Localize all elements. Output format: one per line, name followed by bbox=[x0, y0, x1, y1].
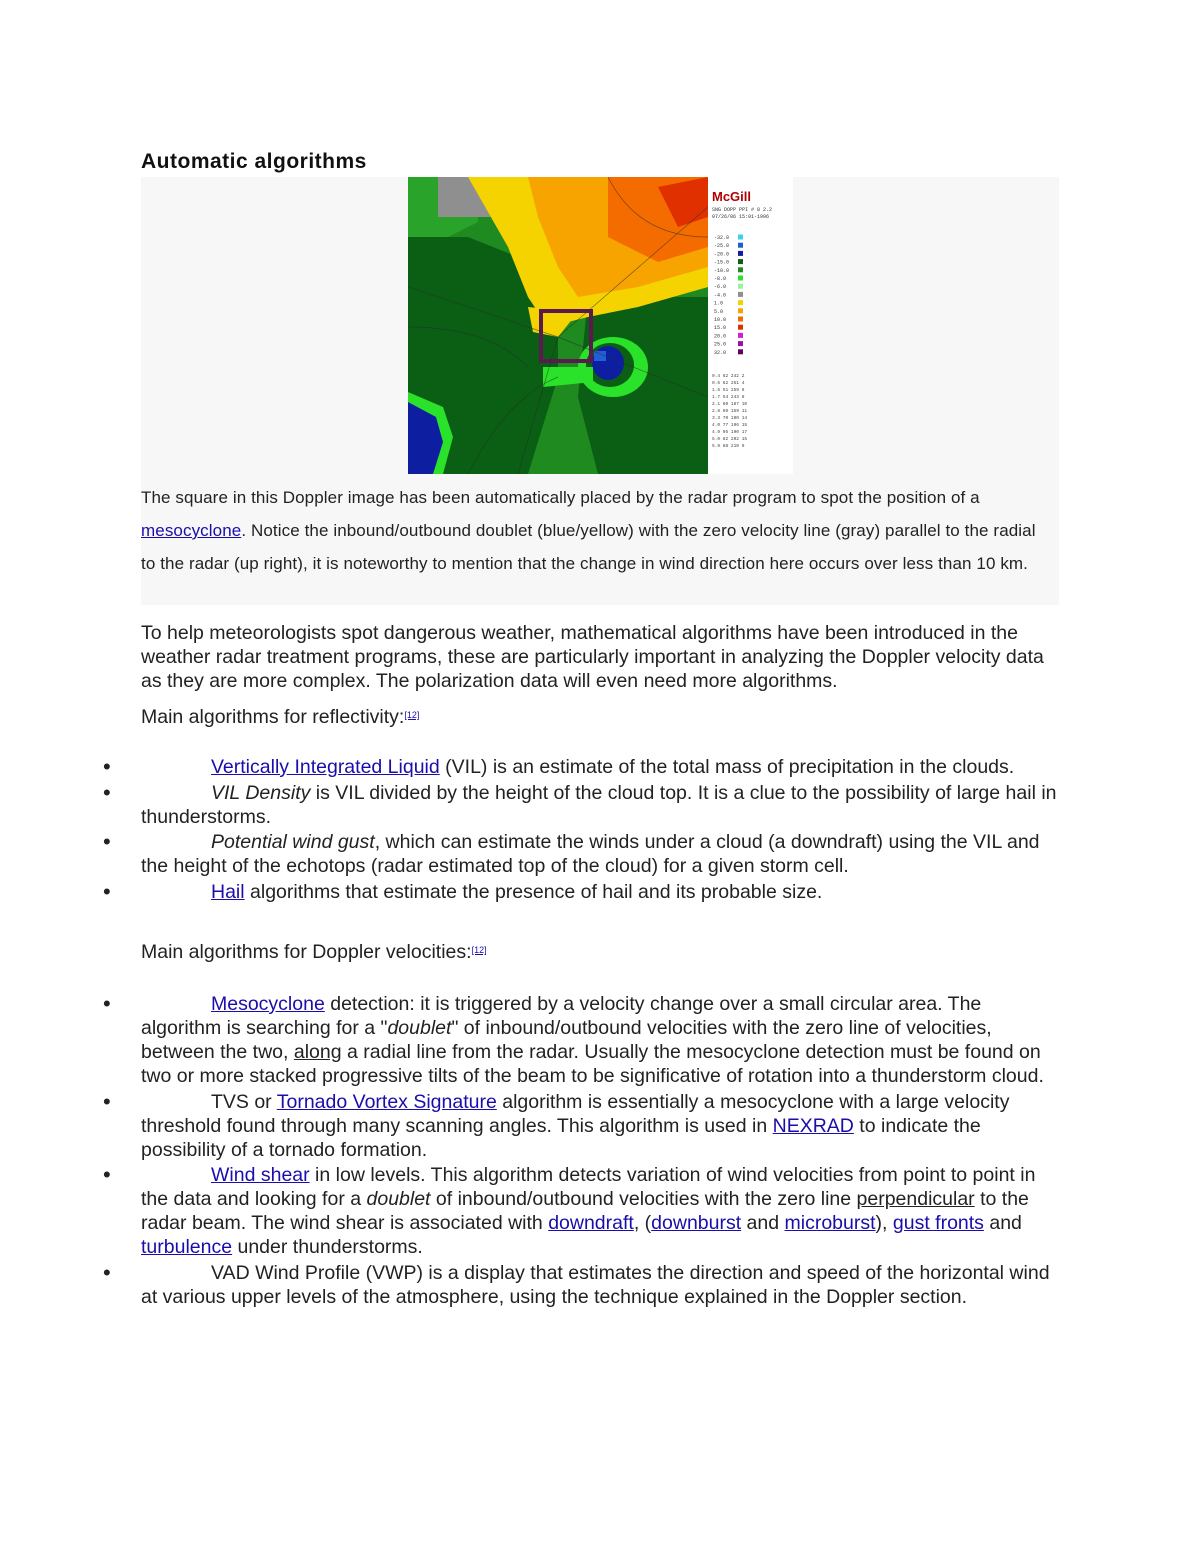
legend-value: -4.0 bbox=[714, 292, 727, 299]
gust-fronts-link[interactable]: gust fronts bbox=[892, 1212, 984, 1234]
nexrad-link[interactable]: NEXRAD bbox=[772, 1114, 854, 1137]
legend-value: 5.0 bbox=[714, 308, 724, 315]
figure-caption: The square in this Doppler image has been automatically placed by the radar program to spot the position of a mesocyclone. Notice the inbound/outbound doublet (blue/yellow) with the zero velocity line (gray) parallel to the radial to the radar (up right), it is noteworthy to mention that the change in wind direction here occurs over less than 10 km. bbox=[141, 488, 1036, 573]
tornado-vortex-signature-link[interactable]: Tornado Vortex Signature bbox=[276, 1090, 497, 1113]
legend-swatch bbox=[738, 276, 743, 281]
legend-swatch bbox=[738, 349, 743, 354]
vil-link[interactable]: Vertically Integrated Liquid bbox=[211, 756, 440, 778]
citation-12-link-2[interactable]: [12] bbox=[471, 945, 487, 955]
svg-text:SNG DOPP PPI # 8 2.2: SNG DOPP PPI # 8 2.2 bbox=[712, 207, 773, 213]
microburst-link[interactable]: microburst bbox=[784, 1212, 876, 1234]
svg-text:1.5 51 259 6: 1.5 51 259 6 bbox=[712, 388, 745, 393]
legend-value: 10.0 bbox=[714, 317, 727, 323]
svg-text:5.9 88 210 9: 5.9 88 210 9 bbox=[712, 444, 745, 449]
list-item: • VAD Wind Profile (VWP) is a display that estimates the direction and speed of the horizontal wind at various upper levels of the atmosphere, using the technique explained in the Doppler section. bbox=[141, 1261, 1059, 1309]
hail-link[interactable]: Hail bbox=[211, 880, 245, 903]
legend-swatch bbox=[738, 235, 743, 240]
svg-text:3.3 70 190 14: 3.3 70 190 14 bbox=[712, 416, 748, 421]
legend-swatch bbox=[738, 259, 743, 264]
svg-text:0.4 62 242 2: 0.4 62 242 2 bbox=[712, 374, 745, 379]
legend-swatch bbox=[738, 251, 743, 256]
doppler-radar-image bbox=[408, 177, 793, 474]
svg-text:0.5 62 251 4: 0.5 62 251 4 bbox=[712, 381, 745, 386]
legend-swatch bbox=[738, 341, 743, 346]
legend-swatch bbox=[738, 317, 743, 322]
legend-table bbox=[712, 373, 747, 449]
legend-swatch bbox=[738, 308, 743, 313]
list-item: • Potential wind gust, which can estimate the winds under a cloud (a downdraft) using the VIL and the height of the echotops (radar estimated top of the cloud) for a given storm cell. bbox=[141, 830, 1059, 878]
list-item: • VIL Density is VIL divided by the height of the cloud top. It is a clue to the possibility of large hail in thunderstorms. bbox=[141, 781, 1059, 829]
legend-value: -10.0 bbox=[714, 267, 730, 274]
svg-text:5.0 82 202 15: 5.0 82 202 15 bbox=[712, 437, 748, 442]
svg-text:4.9 95 190 17: 4.9 95 190 17 bbox=[712, 430, 748, 435]
doppler-heading: Main algorithms for Doppler velocities:[12] bbox=[141, 941, 487, 963]
list-item: • Wind shear in low levels. This algorithm detects variation of wind velocities from point to point in the data and looking for a doublet of inbound/outbound velocities with the zero line perpendicular to the radar beam. The wind shear is associated with downdraft, (downburst and microburst), gust fronts and turbulence under thunderstorms. bbox=[141, 1163, 1059, 1259]
downdraft-link[interactable]: downdraft bbox=[548, 1212, 634, 1234]
turbulence-link[interactable]: turbulence bbox=[141, 1236, 233, 1258]
list-item: • Hail algorithms that estimate the presence of hail and its probable size. bbox=[141, 880, 1059, 904]
legend-value: 32.0 bbox=[714, 349, 727, 356]
legend-swatch bbox=[738, 284, 743, 289]
mesocyclone-link[interactable]: Mesocyclone bbox=[211, 993, 325, 1015]
figure bbox=[141, 177, 1059, 605]
svg-text:2.1 60 187 10: 2.1 60 187 10 bbox=[712, 402, 748, 407]
svg-text:1.7 54 243 8: 1.7 54 243 8 bbox=[712, 395, 745, 400]
legend-swatch bbox=[738, 243, 743, 248]
reflectivity-list bbox=[141, 755, 1059, 905]
list-item: • Vertically Integrated Liquid (VIL) is an estimate of the total mass of precipitation in the clouds. bbox=[141, 755, 1059, 779]
downburst-link[interactable]: downburst bbox=[651, 1212, 742, 1234]
legend-swatch bbox=[738, 292, 743, 297]
list-item: • TVS or Tornado Vortex Signature algorithm is essentially a mesocyclone with a large velocity threshold found through many scanning angles. This algorithm is used in NEXRAD to indicate the possibility of a tornado formation. bbox=[141, 1090, 1059, 1162]
legend-swatch bbox=[738, 267, 743, 272]
svg-text:2.8 60 159 11: 2.8 60 159 11 bbox=[712, 409, 748, 414]
legend-value: 1.0 bbox=[714, 300, 724, 307]
section-heading: Automatic algorithms bbox=[141, 150, 367, 173]
legend-value: -25.0 bbox=[714, 243, 730, 250]
legend-value: 15.0 bbox=[714, 325, 727, 332]
mesocyclone-caption-link[interactable]: mesocyclone bbox=[141, 521, 242, 540]
legend-swatch bbox=[738, 300, 743, 305]
list-item: • Mesocyclone detection: it is triggered by a velocity change over a small circular area. The algorithm is searching for a "doublet" of inbound/outbound velocities with the zero line of velocities, between the two, along a radial line from the radar. Usually the mesocyclone detection must be found on two or more stacked progressive tilts of the beam to be significative of rotation into a thunderstorm cloud. bbox=[141, 992, 1059, 1088]
wind-shear-link[interactable]: Wind shear bbox=[211, 1164, 310, 1186]
legend-value: 20.0 bbox=[714, 333, 727, 340]
svg-text:07/26/86 15:01-1996: 07/26/86 15:01-1996 bbox=[712, 214, 770, 220]
legend-value: 25.0 bbox=[714, 341, 727, 348]
legend-value: -20.0 bbox=[714, 251, 730, 258]
citation-12-link[interactable]: [12] bbox=[404, 710, 420, 720]
doppler-list bbox=[141, 992, 1059, 1310]
legend-value: -6.0 bbox=[714, 284, 727, 291]
legend-swatch bbox=[738, 333, 743, 338]
reflectivity-heading: Main algorithms for reflectivity:[12] bbox=[141, 706, 420, 728]
legend-value: -8.0 bbox=[714, 276, 727, 282]
legend-value: -15.0 bbox=[714, 259, 730, 266]
legend-swatch bbox=[738, 325, 743, 330]
svg-text:4.0 77 196 15: 4.0 77 196 15 bbox=[712, 423, 748, 428]
legend-value: -32.0 bbox=[714, 235, 730, 241]
legend-logo: McGill bbox=[712, 189, 752, 204]
intro-paragraph: To help meteorologists spot dangerous weather, mathematical algorithms have been introduced in the weather radar treatment programs, these are particularly important in analyzing the Doppler velocity data as they are more complex. The polarization data will even need more algorithms. bbox=[141, 622, 1044, 692]
